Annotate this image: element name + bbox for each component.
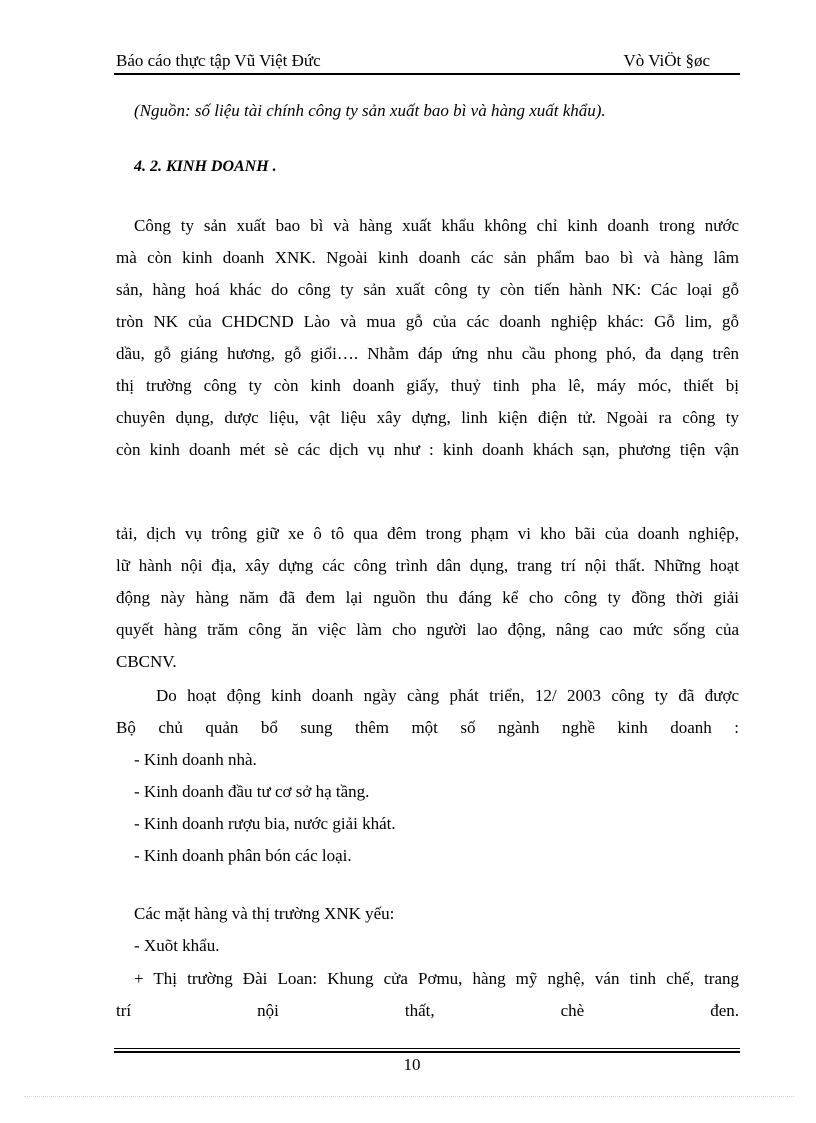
list-item: - Kinh doanh phân bón các loại.	[134, 846, 352, 865]
paragraph-line: quyết hàng trăm công ăn việc làm cho người lao động, nâng cao mức sống của	[116, 620, 739, 639]
page-header	[114, 48, 740, 74]
section-heading: 4. 2. KINH DOANH .	[134, 158, 277, 175]
paragraph-line: lữ hành nội địa, xây dựng các công trình dân dụng, trang trí nội thất. Những hoạt	[116, 556, 739, 575]
paragraph-line: trí nội thất, chè đen.	[116, 1001, 739, 1020]
paragraph-services	[116, 518, 739, 678]
export-label: - Xuõt khẩu.	[134, 936, 220, 955]
paragraph-line: còn kinh doanh mét sè các dịch vụ như : kinh doanh khách sạn, phương tiện vận	[116, 440, 739, 459]
source-note: (Nguồn: số liệu tài chính công ty sản xuất bao bì và hàng xuất khẩu).	[134, 101, 606, 120]
markets-intro: Các mặt hàng và thị trường XNK yếu:	[134, 904, 395, 923]
list-item: - Kinh doanh rượu bia, nước giải khát.	[134, 814, 396, 833]
paragraph-line: Công ty sản xuất bao bì và hàng xuất khẩu không chỉ kinh doanh trong nước	[134, 216, 739, 235]
paragraph-line: sản, hàng hoá khác do công ty sản xuất công ty còn tiến hành NK: Các loại gỗ	[116, 280, 739, 299]
markets-section	[134, 898, 394, 962]
paragraph-line: động này hàng năm đã đem lại nguồn thu đáng kể cho công ty đồng thời giải	[116, 588, 739, 607]
paragraph-line: dầu, gỗ giáng hương, gỗ giổi…. Nhằm đáp ứng nhu cầu phong phó, đa dạng trên	[116, 344, 739, 363]
header-author: Vò ViÖt §øc	[623, 51, 710, 70]
paragraph-line: Do hoạt động kinh doanh ngày càng phát triển, 12/ 2003 công ty đã được	[156, 686, 739, 705]
paragraph-line: CBCNV.	[116, 652, 177, 671]
list-item: - Kinh doanh đầu tư cơ sở hạ tầng.	[134, 782, 370, 801]
header-rule	[114, 73, 740, 75]
paragraph-line: chuyên dụng, dược liệu, vật liệu xây dựng, linh kiện điện tử. Ngoài ra công ty	[116, 408, 739, 427]
paragraph-line: Bộ chủ quản bổ sung thêm một số ngành nghề kinh doanh :	[116, 718, 739, 737]
header-title: Báo cáo thực tập Vũ Việt Đức	[116, 51, 321, 70]
paragraph-taiwan-market	[116, 963, 739, 1027]
footer-rule	[114, 1048, 740, 1049]
paragraph-line: tròn NK của CHDCND Lào và mua gỗ của các doanh nghiệp khác: Gỗ lim, gỗ	[116, 312, 739, 331]
page-edge-divider	[24, 1096, 794, 1097]
business-list	[134, 744, 396, 872]
paragraph-expansion	[116, 680, 739, 744]
paragraph-business-overview	[116, 210, 739, 466]
list-item: - Kinh doanh nhà.	[134, 750, 257, 769]
paragraph-line: + Thị trường Đài Loan: Khung cửa Pơmu, hàng mỹ nghệ, ván tinh chế, trang	[134, 969, 739, 988]
paragraph-line: tải, dịch vụ trông giữ xe ô tô qua đêm trong phạm vi kho bãi của doanh nghiệp,	[116, 524, 739, 543]
paragraph-line: mà còn kinh doanh XNK. Ngoài kinh doanh các sản phẩm bao bì và hàng lâm	[116, 248, 739, 267]
paragraph-line: thị trường công ty còn kinh doanh giấy, thuỷ tinh pha lê, máy móc, thiết bị	[116, 376, 739, 395]
footer-rule	[114, 1051, 740, 1053]
page-number: 10	[403, 1055, 421, 1074]
